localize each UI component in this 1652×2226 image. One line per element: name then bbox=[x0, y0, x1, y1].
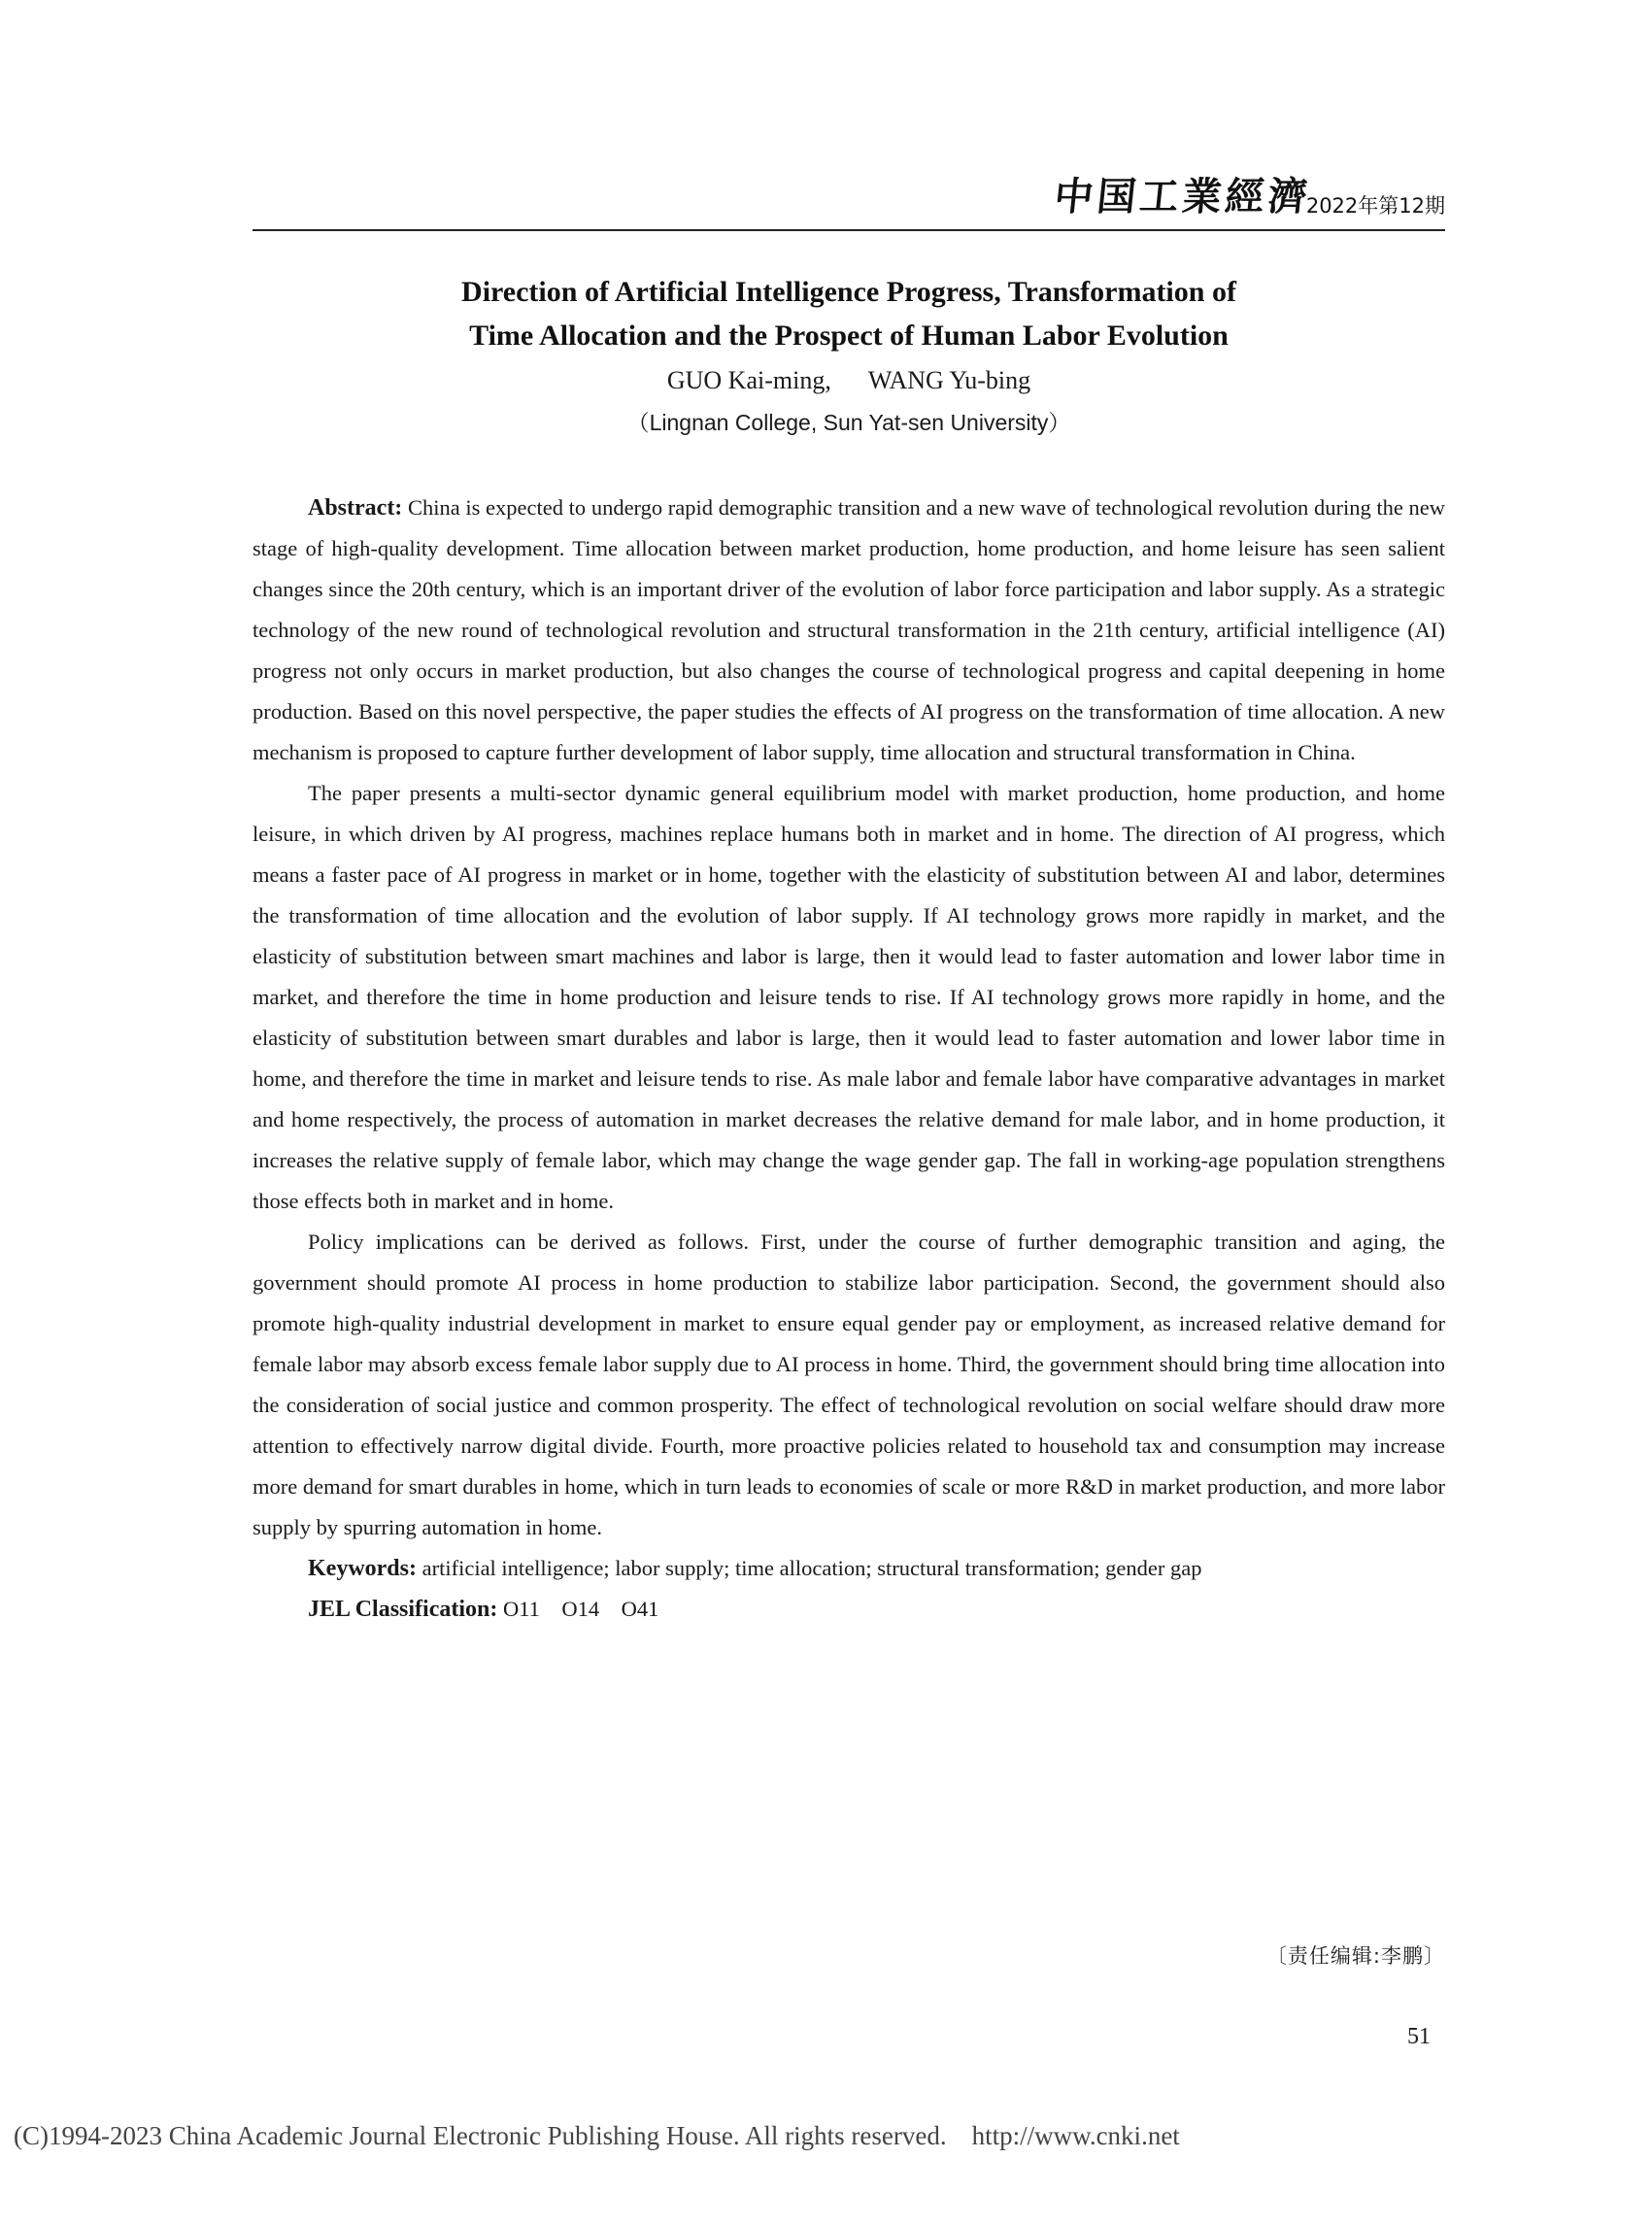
journal-name: 中国工業經濟 bbox=[1052, 174, 1314, 219]
copyright-footer bbox=[14, 2121, 1180, 2151]
jel-codes: O11 O14 O41 bbox=[497, 1597, 659, 1621]
title-line-2: Time Allocation and the Prospect of Human Labor Evolution bbox=[469, 320, 1229, 352]
author-2: WANG Yu-bing bbox=[867, 366, 1031, 394]
copyright-text: (C)1994-2023 China Academic Journal Electronic Publishing House. All rights reserved. bbox=[14, 2121, 947, 2150]
page-number: 51 bbox=[1407, 2024, 1431, 2049]
responsible-editor: 〔责任编辑:李鹏〕 bbox=[1265, 1944, 1445, 1968]
paper-title bbox=[253, 270, 1445, 357]
jel-label: JEL Classification: bbox=[308, 1597, 498, 1622]
abstract-body bbox=[253, 488, 1445, 1630]
abstract-label: Abstract: bbox=[308, 495, 403, 521]
author-list bbox=[253, 363, 1445, 398]
abstract-paragraph-1 bbox=[253, 488, 1445, 773]
abstract-text-1: China is expected to undergo rapid demographic transition and a new wave of technological revolution during the new stage of high-quality development. Time allocation between market production, home production, and home leisure has seen salient changes since the 20th century, which is an important driver of the evolution of labor force participation and labor supply. As a strategic technology of the new round of technological revolution and structural transformation in the 21th century, artificial intelligence (AI) progress not only occurs in market production, but also changes the course of technological progress and capital deepening in home production. Based on this novel perspective, the paper studies the effects of AI progress on the transformation of time allocation. A new mechanism is proposed to capture further development of labor supply, time allocation and structural transformation in China. bbox=[253, 495, 1445, 764]
abstract-paragraph-3: Policy implications can be derived as follows. First, under the course of further demographic transition and aging, the government should promote AI process in home production to stabilize labor participation. Second, the government should also promote high-quality industrial development in market to ensure equal gender pay or employment, as increased relative demand for female labor may absorb excess female labor supply due to AI process in home. Third, the government should bring time allocation into the consideration of social justice and common prosperity. The effect of technological revolution on social welfare should draw more attention to effectively narrow digital divide. Fourth, more proactive policies related to household tax and consumption may increase more demand for smart durables in home, which in turn leads to economies of scale or more R&D in market production, and more labor supply by spurring automation in home. bbox=[253, 1230, 1445, 1539]
abstract-paragraph-2: The paper presents a multi-sector dynamic general equilibrium model with market production, home production, and home leisure, in which driven by AI progress, machines replace humans both in market and in home. The direction of AI progress, which means a faster pace of AI progress in market or in home, together with the elasticity of substitution between AI and labor, determines the transformation of time allocation and the evolution of labor supply. If AI technology grows more rapidly in market, and the elasticity of substitution between smart machines and labor is large, then it would lead to faster automation and lower labor time in market, and therefore the time in home production and leisure tends to rise. If AI technology grows more rapidly in home, and the elasticity of substitution between smart durables and labor is large, then it would lead to faster automation and lower labor time in home, and therefore the time in market and leisure tends to rise. As male labor and female labor have comparative advantages in market and home respectively, the process of automation in market decreases the relative demand for male labor, and in home production, it increases the relative supply of female labor, which may change the wage gender gap. The fall in working-age population strengthens those effects both in market and in home. bbox=[253, 781, 1445, 1213]
keywords-label: Keywords: bbox=[308, 1556, 417, 1581]
affiliation: （Lingnan College, Sun Yat-sen University） bbox=[626, 410, 1071, 435]
cnki-url: http://www.cnki.net bbox=[971, 2121, 1180, 2150]
title-line-1: Direction of Artificial Intelligence Progress, Transformation of bbox=[461, 276, 1236, 308]
journal-header bbox=[253, 174, 1445, 231]
keywords-paragraph bbox=[253, 1548, 1445, 1589]
journal-issue: 2022年第12期 bbox=[1305, 194, 1445, 218]
jel-paragraph bbox=[253, 1589, 1445, 1630]
keywords-text: artificial intelligence; labor supply; time allocation; structural transformation; gender gap bbox=[416, 1556, 1202, 1580]
author-1: GUO Kai-ming, bbox=[666, 366, 831, 394]
